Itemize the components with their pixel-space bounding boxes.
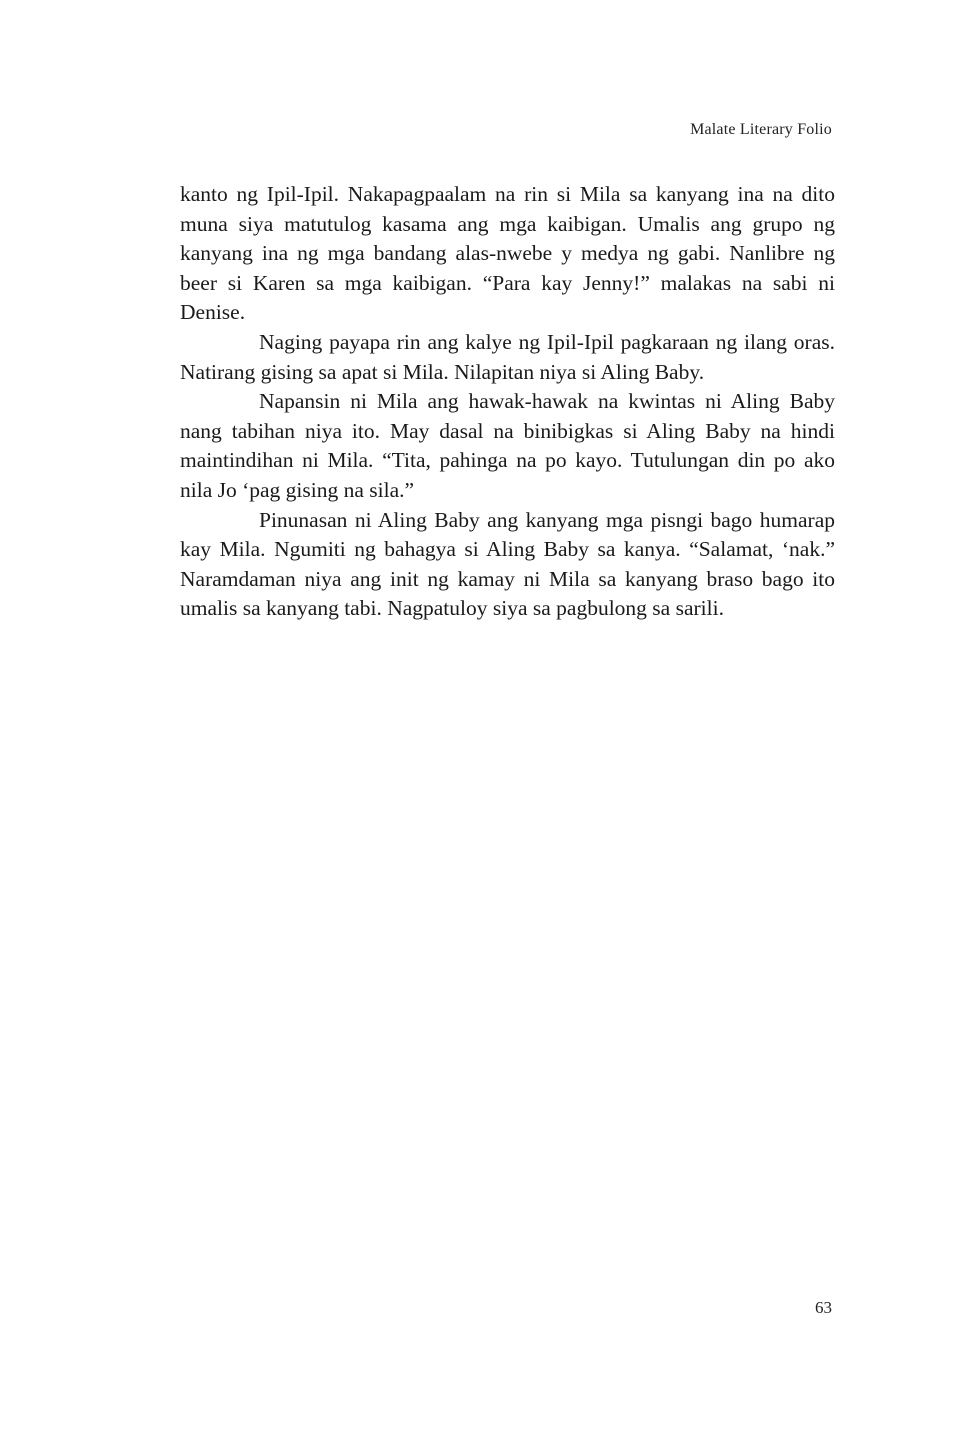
paragraph: kanto ng Ipil-Ipil. Nakapagpaalam na rin si Mila sa kanyang ina na dito muna siya matutulog kasama ang mga kaibigan. Umalis ang grupo ng kanyang ina ng mga bandang alas-nwebe y medya ng gabi. Nanlibre ng beer si Karen sa mga kaibigan. “Para kay Jenny!” malakas na sabi ni Denise.: [180, 182, 835, 325]
page-number: 63: [815, 1298, 832, 1317]
paragraph: Naging payapa rin ang kalye ng Ipil-Ipil pagkaraan ng ilang oras. Natirang gising sa apat si Mila. Nilapitan niya si Aling Baby.: [180, 329, 835, 384]
body-text: [180, 180, 835, 624]
running-header: Malate Literary Folio: [690, 121, 832, 138]
paragraph: Pinunasan ni Aling Baby ang kanyang mga pisngi bago humarap kay Mila. Ngumiti ng bahagya si Aling Baby sa kanya. “Salamat, ‘nak.” Naramdaman niya ang init ng kamay ni Mila sa kanyang braso bago ito umalis sa kanyang tabi. Nagpatuloy siya sa pagbulong sa sarili.: [180, 507, 835, 621]
paragraph: Napansin ni Mila ang hawak-hawak na kwintas ni Aling Baby nang tabihan niya ito. May dasal na binibigkas si Aling Baby na hindi maintindihan ni Mila. “Tita, pahinga na po kayo. Tutulungan din po ako nila Jo ‘pag gising na sila.”: [180, 389, 835, 502]
